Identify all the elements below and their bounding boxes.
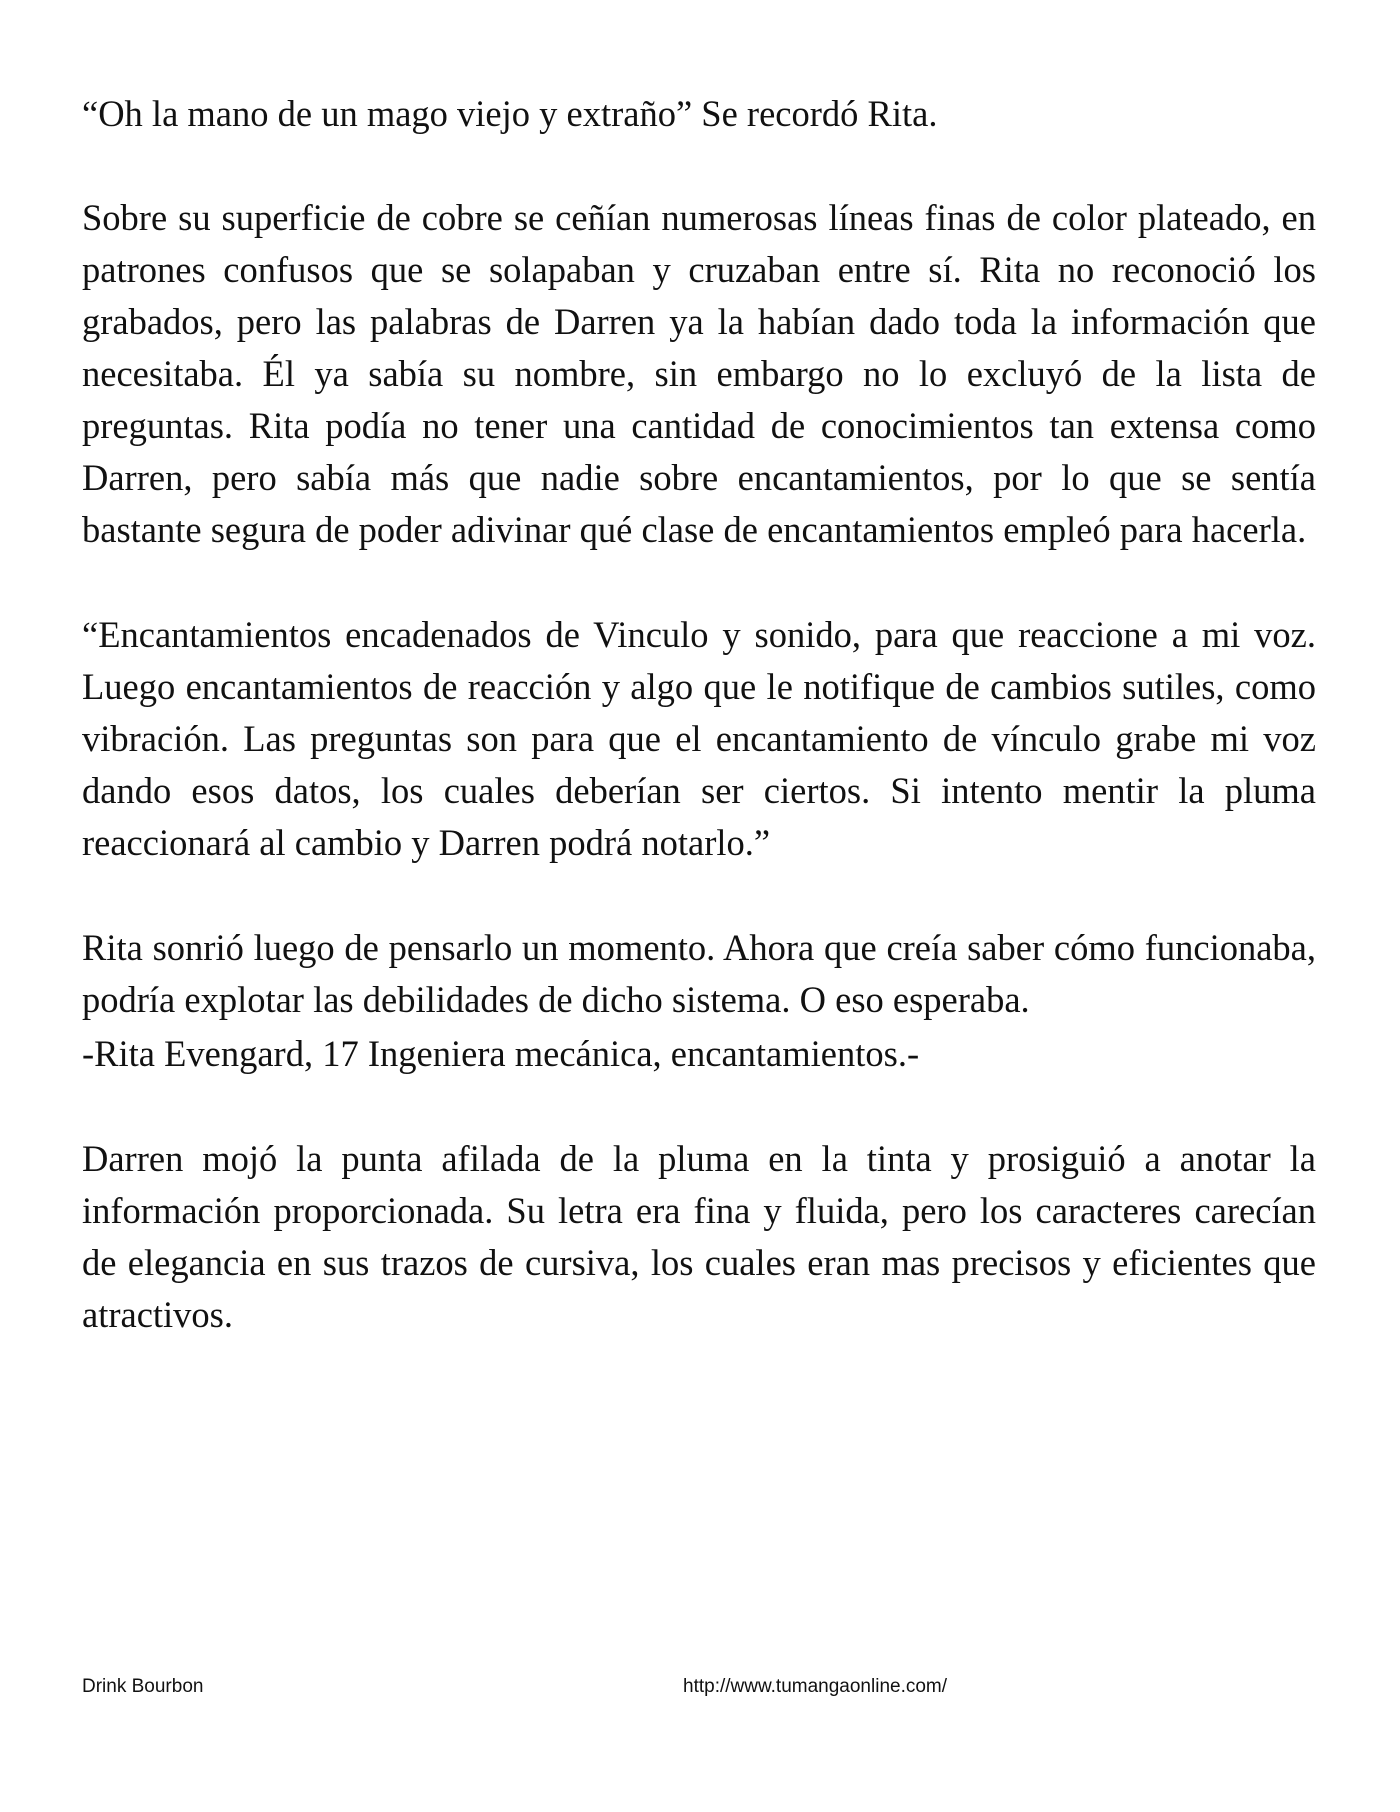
footer-url: http://www.tumangaonline.com/	[683, 1676, 948, 1697]
paragraph-darren-writes: Darren mojó la punta afilada de la pluma en la tinta y prosiguió a anotar la información proporcionada. Su letra era fina y fluida, pero los caracteres carecían de elegancia en sus trazos de cursiva, los cuales eran mas precisos y eficientes que atractivos.	[82, 1138, 1316, 1335]
document-body	[82, 88, 1316, 1341]
paragraph-enchantments-quote: “Encantamientos encadenados de Vinculo y sonido, para que reaccione a mi voz. Luego encantamientos de reacción y algo que le notifique de cambios sutiles, como vibración. Las preguntas son para que el encantamiento de vínculo grabe mi voz dando esos datos, los cuales deberían ser ciertos. Si intento mentir la pluma reaccionará al cambio y Darren podrá notarlo.”	[82, 614, 1316, 863]
opening-quote-paragraph: “Oh la mano de un mago viejo y extraño” Se recordó Rita.	[82, 93, 938, 134]
footer-author: Drink Bourbon	[82, 1676, 204, 1697]
paragraph-copper-surface: Sobre su superficie de cobre se ceñían numerosas líneas finas de color plateado, en patrones confusos que se solapaban y cruzaban entre sí. Rita no reconoció los grabados, pero las palabras de Darren ya la habían dado toda la información que necesitaba. Él ya sabía su nombre, sin embargo no lo excluyó de la lista de preguntas. Rita podía no tener una cantidad de conocimientos tan extensa como Darren, pero sabía más que nadie sobre encantamientos, por lo que se sentía bastante segura de poder adivinar qué clase de encantamientos empleó para hacerla.	[82, 197, 1316, 550]
paragraph-rita-smiled: Rita sonrió luego de pensarlo un momento. Ahora que creía saber cómo funcionaba, podría explotar las debilidades de dicho sistema. O eso esperaba.	[82, 927, 1316, 1020]
character-signature: -Rita Evengard, 17 Ingeniera mecánica, encantamientos.-	[82, 1033, 920, 1074]
